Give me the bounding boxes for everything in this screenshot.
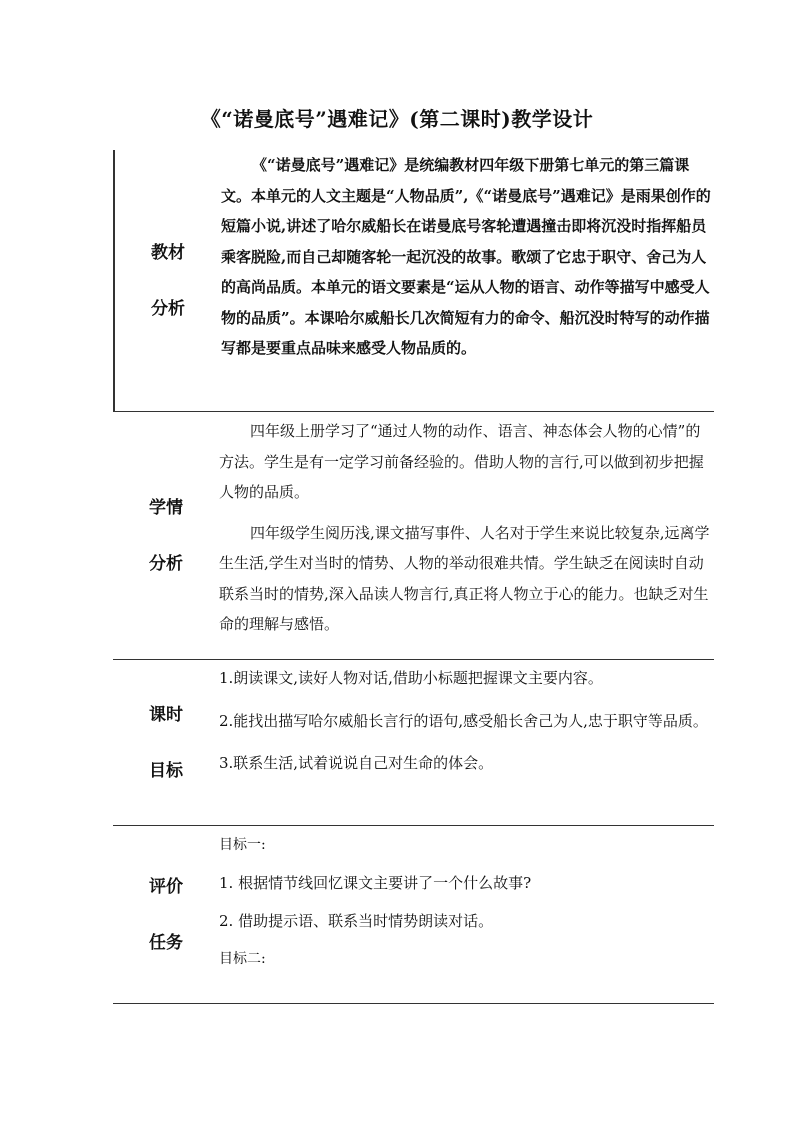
row-label-line: 教材	[151, 242, 185, 263]
row-label	[113, 412, 219, 659]
row-label-line: 评价	[149, 876, 183, 897]
row-content	[219, 660, 714, 825]
lesson-plan-table	[113, 150, 714, 1004]
row-label-line: 分析	[151, 298, 185, 319]
paragraph-gap	[219, 736, 714, 748]
paragraph-gap	[219, 936, 714, 944]
paragraph: 四年级学生阅历浅,课文描写事件、人名对于学生来说比较复杂,远离学生生活,学生对当时的情势、人物的举动很难共情。学生缺乏在阅读时自动联系当时的情势,深入品读人物言行,真正将人物立于心的能力。也缺乏对生命的理解与感悟。	[219, 523, 710, 633]
list-item: 1.朗读课文,读好人物对话,借助小标题把握课文主要内容。	[219, 669, 603, 687]
row-content	[219, 826, 714, 1003]
list-item: 2. 借助提示语、联系当时情势朗读对话。	[219, 912, 494, 930]
table-row-lesson-goals	[113, 660, 714, 826]
paragraph: 《“诺曼底号”遇难记》是统编教材四年级下册第七单元的第三篇课文。本单元的人文主题是“人物品质”,《“诺曼底号”遇难记》是雨果创作的短篇小说,讲述了哈尔威船长在诺曼底号客轮遭遇撞击即将沉没时指挥船员乘客脱险,而自己却随客轮一起沉没的故事。歌颂了它忠于职守、舍己为人的高尚品质。本单元的语文要素是“运从人物的语言、动作等描写中感受人物的品质”。本课哈尔威船长几次简短有力的命令、船沉没时特写的动作描写都是要重点品味来感受人物品质的。	[221, 156, 711, 357]
row-content	[219, 412, 714, 659]
goal-heading: 目标二:	[219, 951, 266, 967]
table-row-assessment-tasks	[113, 826, 714, 1004]
page-title: 《“诺曼底号”遇难记》(第二课时)教学设计	[200, 107, 594, 131]
goal-heading: 目标一:	[219, 837, 266, 853]
table-row-textbook-analysis	[113, 150, 714, 412]
table-row-student-analysis	[113, 412, 714, 660]
row-label	[113, 826, 219, 1003]
paragraph-gap	[219, 508, 714, 518]
list-item: 3.联系生活,试着说说自己对生命的体会。	[219, 754, 494, 772]
row-label-line: 课时	[149, 704, 183, 725]
list-item: 1. 根据情节线回忆课文主要讲了一个什么故事?	[219, 874, 532, 892]
row-label-line: 分析	[149, 553, 183, 574]
row-label-line: 目标	[149, 760, 183, 781]
paragraph-gap	[219, 898, 714, 906]
row-label	[113, 660, 219, 825]
row-content	[221, 150, 714, 411]
paragraph-gap	[219, 860, 714, 868]
list-item: 2.能找出描写哈尔威船长言行的语句,感受船长舍己为人,忠于职守等品质。	[219, 711, 708, 730]
row-label-line: 学情	[149, 497, 183, 518]
row-label	[115, 150, 221, 411]
paragraph: 四年级上册学习了“通过人物的动作、语言、神态体会人物的心情”的方法。学生是有一定学习前备经验的。借助人物的言行,可以做到初步把握人物的品质。	[219, 422, 704, 501]
paragraph-gap	[219, 694, 714, 706]
row-label-line: 任务	[149, 932, 183, 953]
